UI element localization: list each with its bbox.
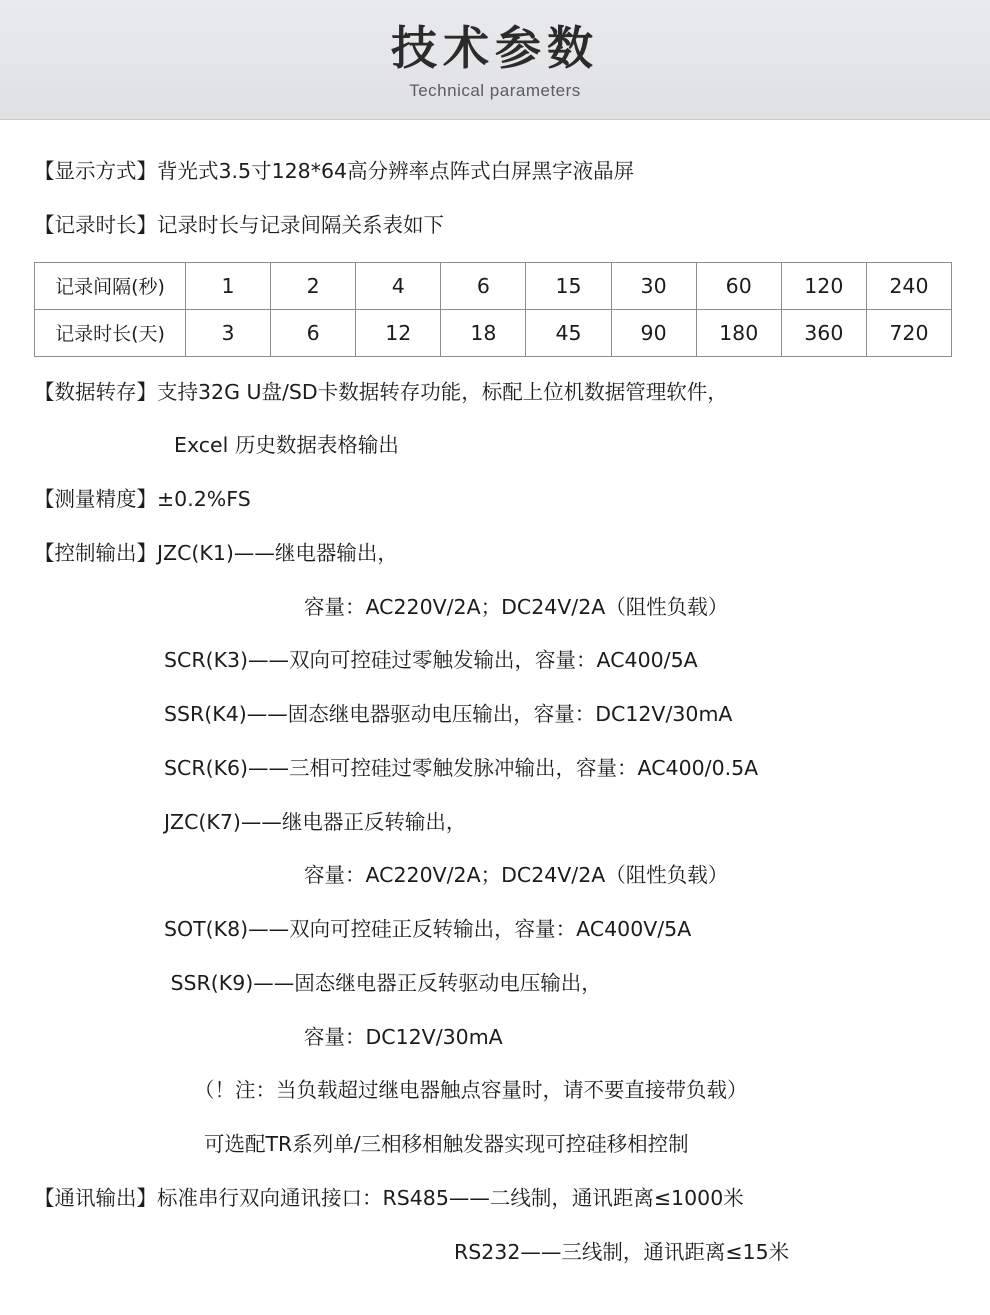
spec-control-capacity-k1: 容量：AC220V/2A；DC24V/2A（阻性负载） [304,594,729,619]
table-cell: 6 [271,309,356,356]
table-cell: 90 [611,309,696,356]
spec-control-optional-tr: 可选配TR系列单/三相移相触发器实现可控硅移相控制 [204,1132,689,1157]
table-cell: 120 [781,262,866,309]
spec-accuracy: 【测量精度】±0.2%FS [34,487,251,512]
table-cell: 4 [356,262,441,309]
page-title: 技术参数 [391,21,599,76]
table-row-header-duration: 记录时长(天) [35,309,186,356]
spec-control-note: （！注：当负载超过继电器触点容量时，请不要直接带负载） [194,1078,748,1103]
spec-control-capacity-k9: 容量：DC12V/30mA [304,1024,503,1049]
table-cell: 12 [356,309,441,356]
page-banner [0,0,990,120]
table-row-header-interval: 记录间隔(秒) [35,262,186,309]
spec-content [0,120,990,1315]
table-row [35,262,952,309]
spec-data-transfer: 【数据转存】支持32G U盘/SD卡数据转存功能，标配上位机数据管理软件， [34,379,728,404]
spec-control-k3: SCR(K3)——双向可控硅过零触发输出，容量：AC400/5A [164,648,698,673]
table-cell: 360 [781,309,866,356]
spec-data-transfer-cont: Excel 历史数据表格输出 [174,433,399,458]
record-interval-table [34,262,952,357]
spec-comm-output: 【通讯输出】标准串行双向通讯接口：RS485——二线制，通讯距离≤1000米 [34,1186,744,1211]
spec-control-capacity-k7: 容量：AC220V/2A；DC24V/2A（阻性负载） [304,863,729,888]
bottom-spacer [34,1291,956,1305]
table-row [35,309,952,356]
table-cell: 180 [696,309,781,356]
table-cell: 3 [186,309,271,356]
table-cell: 30 [611,262,696,309]
spec-control-output: 【控制输出】JZC(K1)——继电器输出， [34,540,398,565]
spec-control-k7: JZC(K7)——继电器正反转输出， [164,809,467,834]
table-cell: 240 [866,262,951,309]
spec-display-mode: 【显示方式】背光式3.5寸128*64高分辨率点阵式白屏黑字液晶屏 [34,159,635,183]
table-cell: 6 [441,262,526,309]
table-cell: 18 [441,309,526,356]
table-cell: 2 [271,262,356,309]
table-cell: 15 [526,262,611,309]
table-cell: 45 [526,309,611,356]
page-subtitle: Technical parameters [409,80,581,100]
spec-record-duration: 【记录时长】记录时长与记录间隔关系表如下 [34,212,444,237]
spec-comm-output-cont: RS232——三线制，通讯距离≤15米 [454,1239,790,1264]
spec-control-k9: SSR(K9)——固态继电器正反转驱动电压输出， [164,970,602,995]
table-cell: 720 [866,309,951,356]
table-cell: 1 [186,262,271,309]
table-cell: 60 [696,262,781,309]
spec-control-k8: SOT(K8)——双向可控硅正反转输出，容量：AC400V/5A [164,917,692,942]
spec-control-k4: SSR(K4)——固态继电器驱动电压输出，容量：DC12V/30mA [164,702,733,727]
spec-control-k6: SCR(K6)——三相可控硅过零触发脉冲输出，容量：AC400/0.5A [164,755,759,780]
